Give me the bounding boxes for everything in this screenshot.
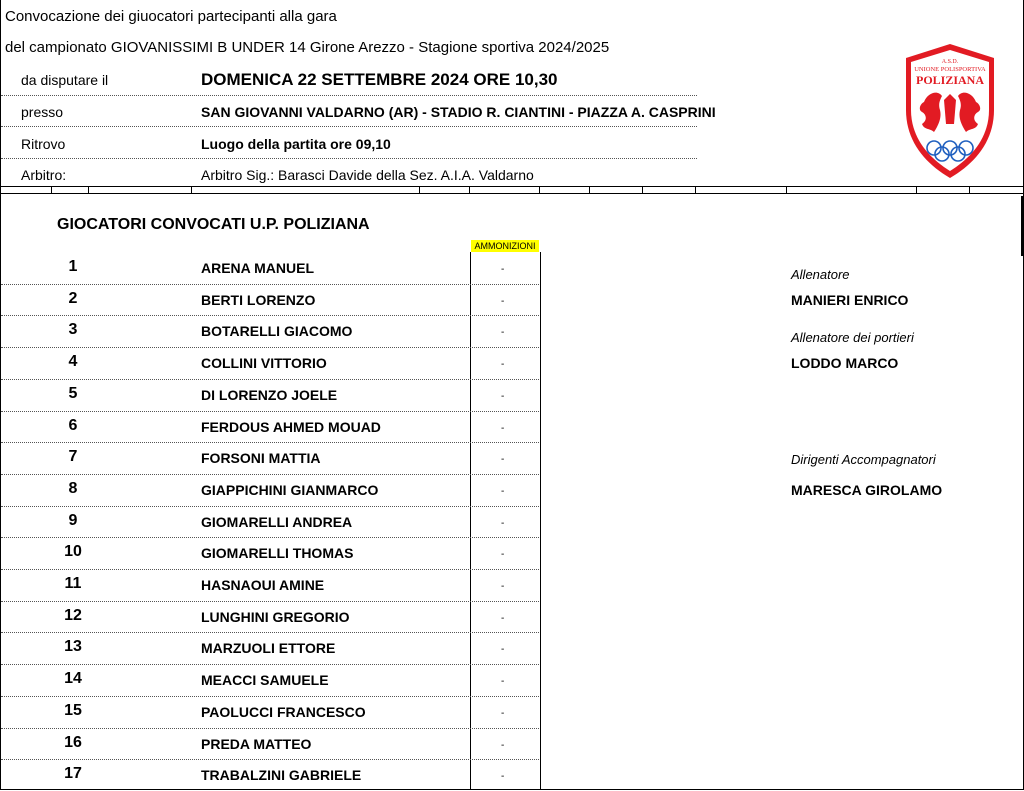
player-number: 10 xyxy=(64,543,82,561)
coach-name: MANIERI ENRICO xyxy=(791,292,909,308)
player-number: 3 xyxy=(68,321,78,339)
player-number: 1 xyxy=(68,258,78,275)
row-divider xyxy=(1,601,539,602)
section-title: GIOCATORI CONVOCATI U.P. POLIZIANA xyxy=(57,216,370,233)
player-ammonizioni-mark: - xyxy=(501,644,505,656)
player-number: 12 xyxy=(64,606,82,624)
player-name: MEACCI SAMUELE xyxy=(201,672,329,689)
player-number: 17 xyxy=(64,765,82,783)
row-divider xyxy=(1,569,539,570)
player-name: BOTARELLI GIACOMO xyxy=(201,323,353,340)
player-ammonizioni-mark: - xyxy=(501,295,505,307)
player-number: 14 xyxy=(64,670,82,688)
row-divider xyxy=(1,284,539,285)
row-divider xyxy=(1,474,539,475)
gk-coach-name: LODDO MARCO xyxy=(791,355,899,371)
player-number: 9 xyxy=(68,511,78,529)
meet-label: Ritrovo xyxy=(21,136,66,152)
player-ammonizioni-mark: - xyxy=(501,517,505,529)
place-label: presso xyxy=(21,104,64,120)
date-label: da disputare il xyxy=(21,72,109,88)
meet-value: Luogo della partita ore 09,10 xyxy=(201,136,391,152)
divider xyxy=(1,158,697,159)
player-name: DI LORENZO JOELE xyxy=(201,386,338,403)
player-number: 16 xyxy=(64,733,82,751)
row-divider xyxy=(1,347,539,348)
player-name: TRABALZINI GABRIELE xyxy=(201,767,362,784)
player-name: MARZUOLI ETTORE xyxy=(201,640,336,657)
row-divider xyxy=(1,632,539,633)
player-number: 7 xyxy=(68,448,78,466)
ammonizioni-header: AMMONIZIONI xyxy=(471,240,539,252)
player-name: PREDA MATTEO xyxy=(201,735,312,752)
header-title-line1: Convocazione dei giuocatori partecipanti alla gara xyxy=(5,8,337,25)
player-name: GIAPPICHINI GIANMARCO xyxy=(201,481,379,498)
row-divider xyxy=(1,664,539,665)
player-ammonizioni-mark: - xyxy=(501,612,505,624)
player-ammonizioni-mark: - xyxy=(501,707,505,719)
row-divider xyxy=(1,759,539,760)
row-divider xyxy=(1,315,539,316)
player-name: ARENA MANUEL xyxy=(201,260,315,276)
column-ruler xyxy=(1,186,1023,194)
date-value: DOMENICA 22 SETTEMBRE 2024 ORE 10,30 xyxy=(201,70,558,89)
player-number: 8 xyxy=(68,479,78,497)
player-ammonizioni-mark: - xyxy=(501,485,505,497)
player-ammonizioni-mark: - xyxy=(501,549,505,561)
player-ammonizioni-mark: - xyxy=(501,739,505,751)
row-divider xyxy=(1,442,539,443)
player-name: FERDOUS AHMED MOUAD xyxy=(201,418,381,435)
managers-role: Dirigenti Accompagnatori xyxy=(791,452,936,467)
player-name: GIOMARELLI THOMAS xyxy=(201,545,354,562)
player-name: PAOLUCCI FRANCESCO xyxy=(201,703,366,720)
player-number: 6 xyxy=(68,416,78,434)
player-ammonizioni-mark: - xyxy=(501,581,505,592)
player-ammonizioni-mark: - xyxy=(501,676,505,688)
row-divider xyxy=(1,379,539,380)
player-number: 15 xyxy=(64,701,82,719)
player-ammonizioni-mark: - xyxy=(501,327,505,339)
divider xyxy=(1,95,697,96)
row-divider xyxy=(1,728,539,729)
referee-value: Arbitro Sig.: Barasci Davide della Sez. A.I.A. Valdarno xyxy=(201,167,534,183)
player-number: 5 xyxy=(68,384,78,402)
header-title-line2: del campionato GIOVANISSIMI B UNDER 14 Girone Arezzo - Stagione sportiva 2024/2025 xyxy=(5,39,610,56)
player-name: COLLINI VITTORIO xyxy=(201,355,327,372)
tower-icon xyxy=(944,94,956,124)
player-name: GIOMARELLI ANDREA xyxy=(201,513,353,530)
managers-name: MARESCA GIROLAMO xyxy=(791,482,943,498)
gk-coach-role: Allenatore dei portieri xyxy=(791,330,914,345)
club-logo xyxy=(894,40,1006,182)
divider xyxy=(1,126,697,127)
row-divider xyxy=(1,696,539,697)
row-divider xyxy=(1,506,539,507)
coach-role: Allenatore xyxy=(791,267,850,282)
logo-asd-text: A.S.D. xyxy=(941,59,959,65)
player-number: 4 xyxy=(68,353,78,371)
ammonizioni-column xyxy=(470,252,541,789)
referee-label: Arbitro: xyxy=(21,167,67,183)
right-edge-bar xyxy=(1021,196,1023,256)
place-value: SAN GIOVANNI VALDARNO (AR) - STADIO R. CIANTINI - PIAZZA A. CASPRINI xyxy=(201,104,716,120)
player-name: BERTI LORENZO xyxy=(201,291,316,308)
player-number: 11 xyxy=(64,575,82,592)
player-ammonizioni-mark: - xyxy=(501,359,505,371)
player-name: HASNAOUI AMINE xyxy=(201,577,325,593)
player-ammonizioni-mark: - xyxy=(501,422,505,434)
player-ammonizioni-mark: - xyxy=(501,264,505,275)
row-divider xyxy=(1,411,539,412)
player-ammonizioni-mark: - xyxy=(501,390,505,402)
logo-union-text: UNIONE POLISPORTIVA xyxy=(914,66,986,73)
player-name: LUNGHINI GREGORIO xyxy=(201,608,350,625)
player-number: 2 xyxy=(68,289,78,307)
player-number: 13 xyxy=(64,638,82,656)
player-name: FORSONI MATTIA xyxy=(201,450,321,467)
logo-name-text: POLIZIANA xyxy=(915,73,985,87)
row-divider xyxy=(1,537,539,538)
player-ammonizioni-mark: - xyxy=(501,454,505,466)
player-ammonizioni-mark: - xyxy=(501,771,505,783)
